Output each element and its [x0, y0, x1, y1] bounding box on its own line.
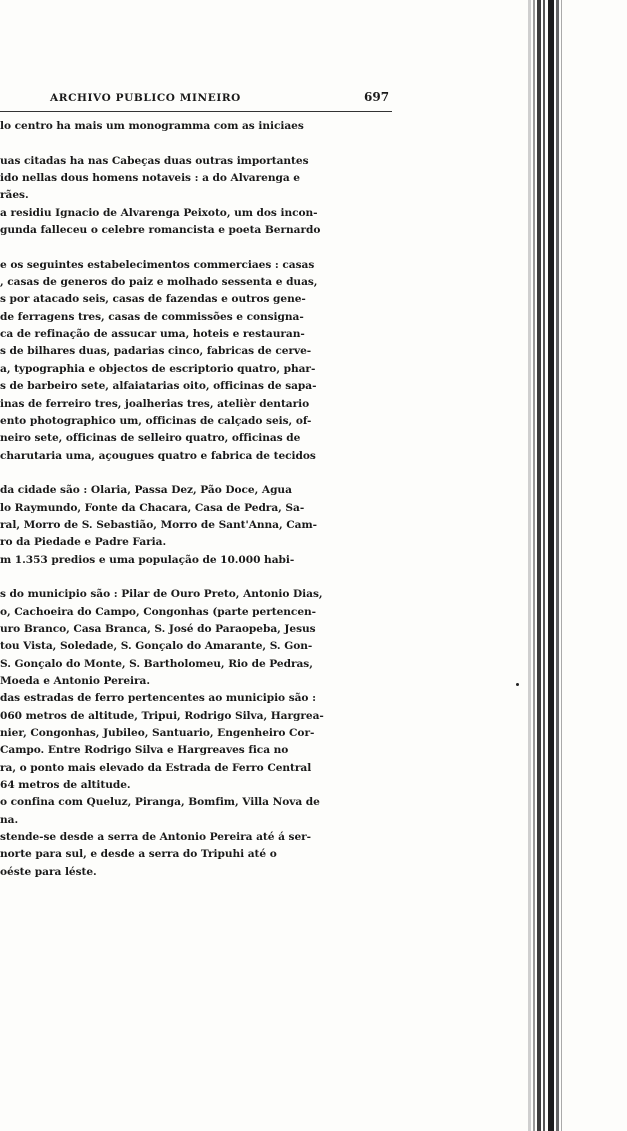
- binding-shadow: [561, 0, 562, 1131]
- text-line: charutaria uma, açougues quatro e fabrica de tecidos: [0, 449, 316, 462]
- text-line: da cidade são : Olaria, Passa Dez, Pão Doce, Agua: [0, 484, 292, 497]
- text-line: s de bilhares duas, padarias cinco, fabricas de cerve-: [0, 345, 312, 358]
- text-line: neiro sete, officinas de selleiro quatro, officinas de: [0, 432, 301, 445]
- text-line: ido nellas dous homens notaveis : a do Alvarenga e: [0, 172, 300, 185]
- binding-shadow: [556, 0, 559, 1131]
- blank-line: [0, 135, 394, 152]
- text-line: gunda falleceu o celebre romancista e poeta Bernardo: [0, 224, 321, 237]
- text-line: ra, o ponto mais elevado da Estrada de Ferro Central: [0, 761, 312, 774]
- text-line: 64 metros de altitude.: [0, 779, 131, 792]
- text-line: Campo. Entre Rodrigo Silva e Hargreaves fica no: [0, 744, 289, 757]
- text-line: uro Branco, Casa Branca, S. José do Paraopeba, Jesus: [0, 622, 316, 635]
- body-text: [0, 118, 394, 881]
- text-line: nier, Congonhas, Jubileo, Santuario, Engenheiro Cor-: [0, 727, 315, 740]
- text-line: norte para sul, e desde a serra do Tripuhi até o: [0, 848, 277, 861]
- text-line: S. Gonçalo do Monte, S. Bartholomeu, Rio de Pedras,: [0, 657, 313, 670]
- text-line: m 1.353 predios e uma população de 10.000 habi-: [0, 553, 295, 566]
- text-line: ca de refinação de assucar uma, hoteis e restauran-: [0, 328, 305, 341]
- speck-mark: [516, 683, 519, 686]
- binding-shadow: [533, 0, 535, 1131]
- text-line: inas de ferreiro tres, joalherias tres, atelièr dentario: [0, 397, 310, 410]
- text-line: das estradas de ferro pertencentes ao municipio são :: [0, 692, 316, 705]
- header-rule: [0, 111, 392, 112]
- text-line: s de barbeiro sete, alfaiatarias oito, officinas de sapa-: [0, 380, 317, 393]
- text-line: lo Raymundo, Fonte da Chacara, Casa de Pedra, Sa-: [0, 501, 305, 514]
- text-line: s do municipio são : Pilar de Ouro Preto, Antonio Dias,: [0, 588, 323, 601]
- text-line: , casas de generos do paiz e molhado sessenta e duas,: [0, 276, 318, 289]
- text-line: tou Vista, Soledade, S. Gonçalo do Amarante, S. Gon-: [0, 640, 313, 653]
- text-line: de ferragens tres, casas de commissões e consigna-: [0, 310, 304, 323]
- page-number: 697: [364, 90, 390, 104]
- binding-shadow: [528, 0, 531, 1131]
- text-line: ento photographico um, officinas de calçado seis, of-: [0, 414, 312, 427]
- text-line: ral, Morro de S. Sebastião, Morro de Sant'Anna, Cam-: [0, 518, 317, 531]
- text-line: a, typographia e objectos de escriptorio quatro, phar-: [0, 362, 316, 375]
- text-line: lo centro ha mais um monogramma com as iniciaes: [0, 120, 304, 132]
- blank-line: [0, 569, 394, 586]
- text-line: 060 metros de altitude, Tripui, Rodrigo Silva, Hargrea-: [0, 709, 324, 722]
- text-line: o, Cachoeira do Campo, Congonhas (parte pertencen-: [0, 605, 317, 618]
- text-line: Moeda e Antonio Pereira.: [0, 675, 150, 687]
- text-line: e os seguintes estabelecimentos commerciaes : casas: [0, 258, 315, 271]
- text-line: oéste para léste.: [0, 865, 97, 878]
- binding-shadow: [537, 0, 541, 1131]
- text-line: na.: [0, 813, 19, 826]
- text-line: s por atacado seis, casas de fazendas e outros gene-: [0, 293, 306, 306]
- running-title: ARCHIVO PUBLICO MINEIRO: [50, 92, 241, 104]
- text-line: stende-se desde a serra de Antonio Pereira até á ser-: [0, 831, 312, 844]
- binding-shadow: [548, 0, 554, 1131]
- text-line: rães.: [0, 189, 29, 202]
- text-line: a residiu Ignacio de Alvarenga Peixoto, um dos incon-: [0, 206, 318, 219]
- blank-line: [0, 465, 394, 482]
- text-line: ro da Piedade e Padre Faria.: [0, 536, 167, 549]
- page-header: [0, 88, 392, 110]
- text-line: uas citadas ha nas Cabeças duas outras importantes: [0, 154, 309, 167]
- blank-line: [0, 239, 394, 256]
- text-line: o confina com Queluz, Piranga, Bomfim, Villa Nova de: [0, 796, 320, 809]
- binding-shadow: [543, 0, 545, 1131]
